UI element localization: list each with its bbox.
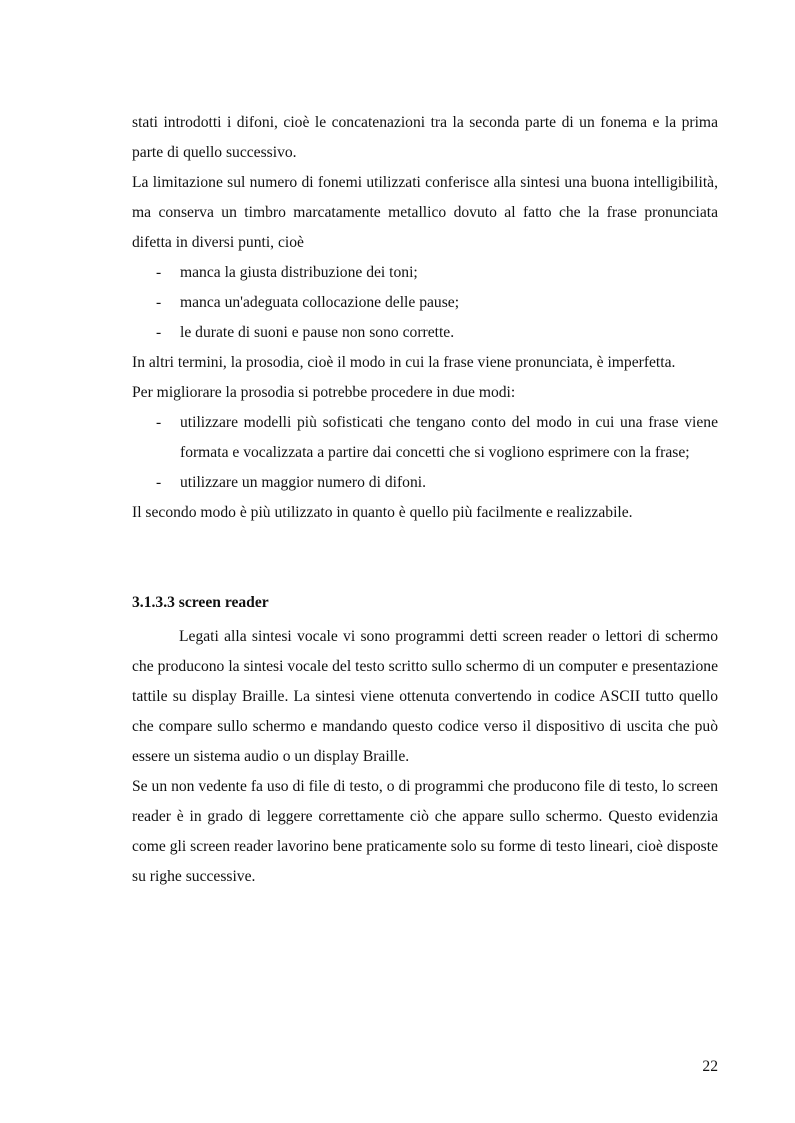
- paragraph-limitazione: La limitazione sul numero di fonemi utilizzati conferisce alla sintesi una buona intelligibilità, ma conserva un timbro marcatamente metallico dovuto al fatto che la frase pronunciata difetta in diversi punti, cioè: [132, 174, 718, 251]
- list-dash: -: [156, 264, 162, 281]
- list-dash: -: [156, 324, 162, 341]
- list-item-text: le durate di suoni e pause non sono corrette.: [180, 324, 455, 341]
- section-heading: 3.1.3.3 screen reader: [132, 594, 269, 611]
- page-number: 22: [702, 1058, 718, 1075]
- list-difetti: [132, 258, 718, 348]
- list-dash: -: [156, 414, 162, 431]
- paragraph-non-vedente: Se un non vedente fa uso di file di testo, o di programmi che producono file di testo, lo screen reader è in grado di leggere correttamente ciò che appare sullo schermo. Questo evidenzia come gli screen reader lavorino bene praticamente solo su forme di testo lineari, cioè disposte su righe successive.: [132, 778, 718, 885]
- list-dash: -: [156, 474, 162, 491]
- paragraph-difoni: stati introdotti i difoni, cioè le concatenazioni tra la seconda parte di un fonema e la prima parte di quello successivo.: [132, 114, 718, 161]
- list-modi: [132, 408, 718, 498]
- list-item: [132, 258, 718, 288]
- list-item-text: manca la giusta distribuzione dei toni;: [180, 264, 418, 281]
- list-item-text: manca un'adeguata collocazione delle pause;: [180, 294, 460, 311]
- paragraph-prosodia: In altri termini, la prosodia, cioè il modo in cui la frase viene pronunciata, è imperfetta.: [132, 354, 676, 371]
- paragraph-migliorare: Per migliorare la prosodia si potrebbe procedere in due modi:: [132, 384, 516, 401]
- paragraph-secondo-modo: Il secondo modo è più utilizzato in quanto è quello più facilmente e realizzabile.: [132, 504, 633, 521]
- paragraph-screen-reader: Legati alla sintesi vocale vi sono programmi detti screen reader o lettori di schermo che producono la sintesi vocale del testo scritto sullo schermo di un computer e presentazione tattile su display Braille. La sintesi viene ottenuta convertendo in codice ASCII tutto quello che compare sullo schermo e mandando questo codice verso il dispositivo di uscita che può essere un sistema audio o un display Braille.: [132, 628, 718, 765]
- list-dash: -: [156, 294, 162, 311]
- page-body: [132, 108, 718, 892]
- list-item-text: utilizzare modelli più sofisticati che tengano conto del modo in cui una frase viene formata e vocalizzata a partire dai concetti che si vogliono esprimere con la frase;: [180, 414, 718, 461]
- list-item: [132, 318, 718, 348]
- list-item: [132, 288, 718, 318]
- list-item: [132, 468, 718, 498]
- list-item: [132, 408, 718, 468]
- list-item-text: utilizzare un maggior numero di difoni.: [180, 474, 426, 491]
